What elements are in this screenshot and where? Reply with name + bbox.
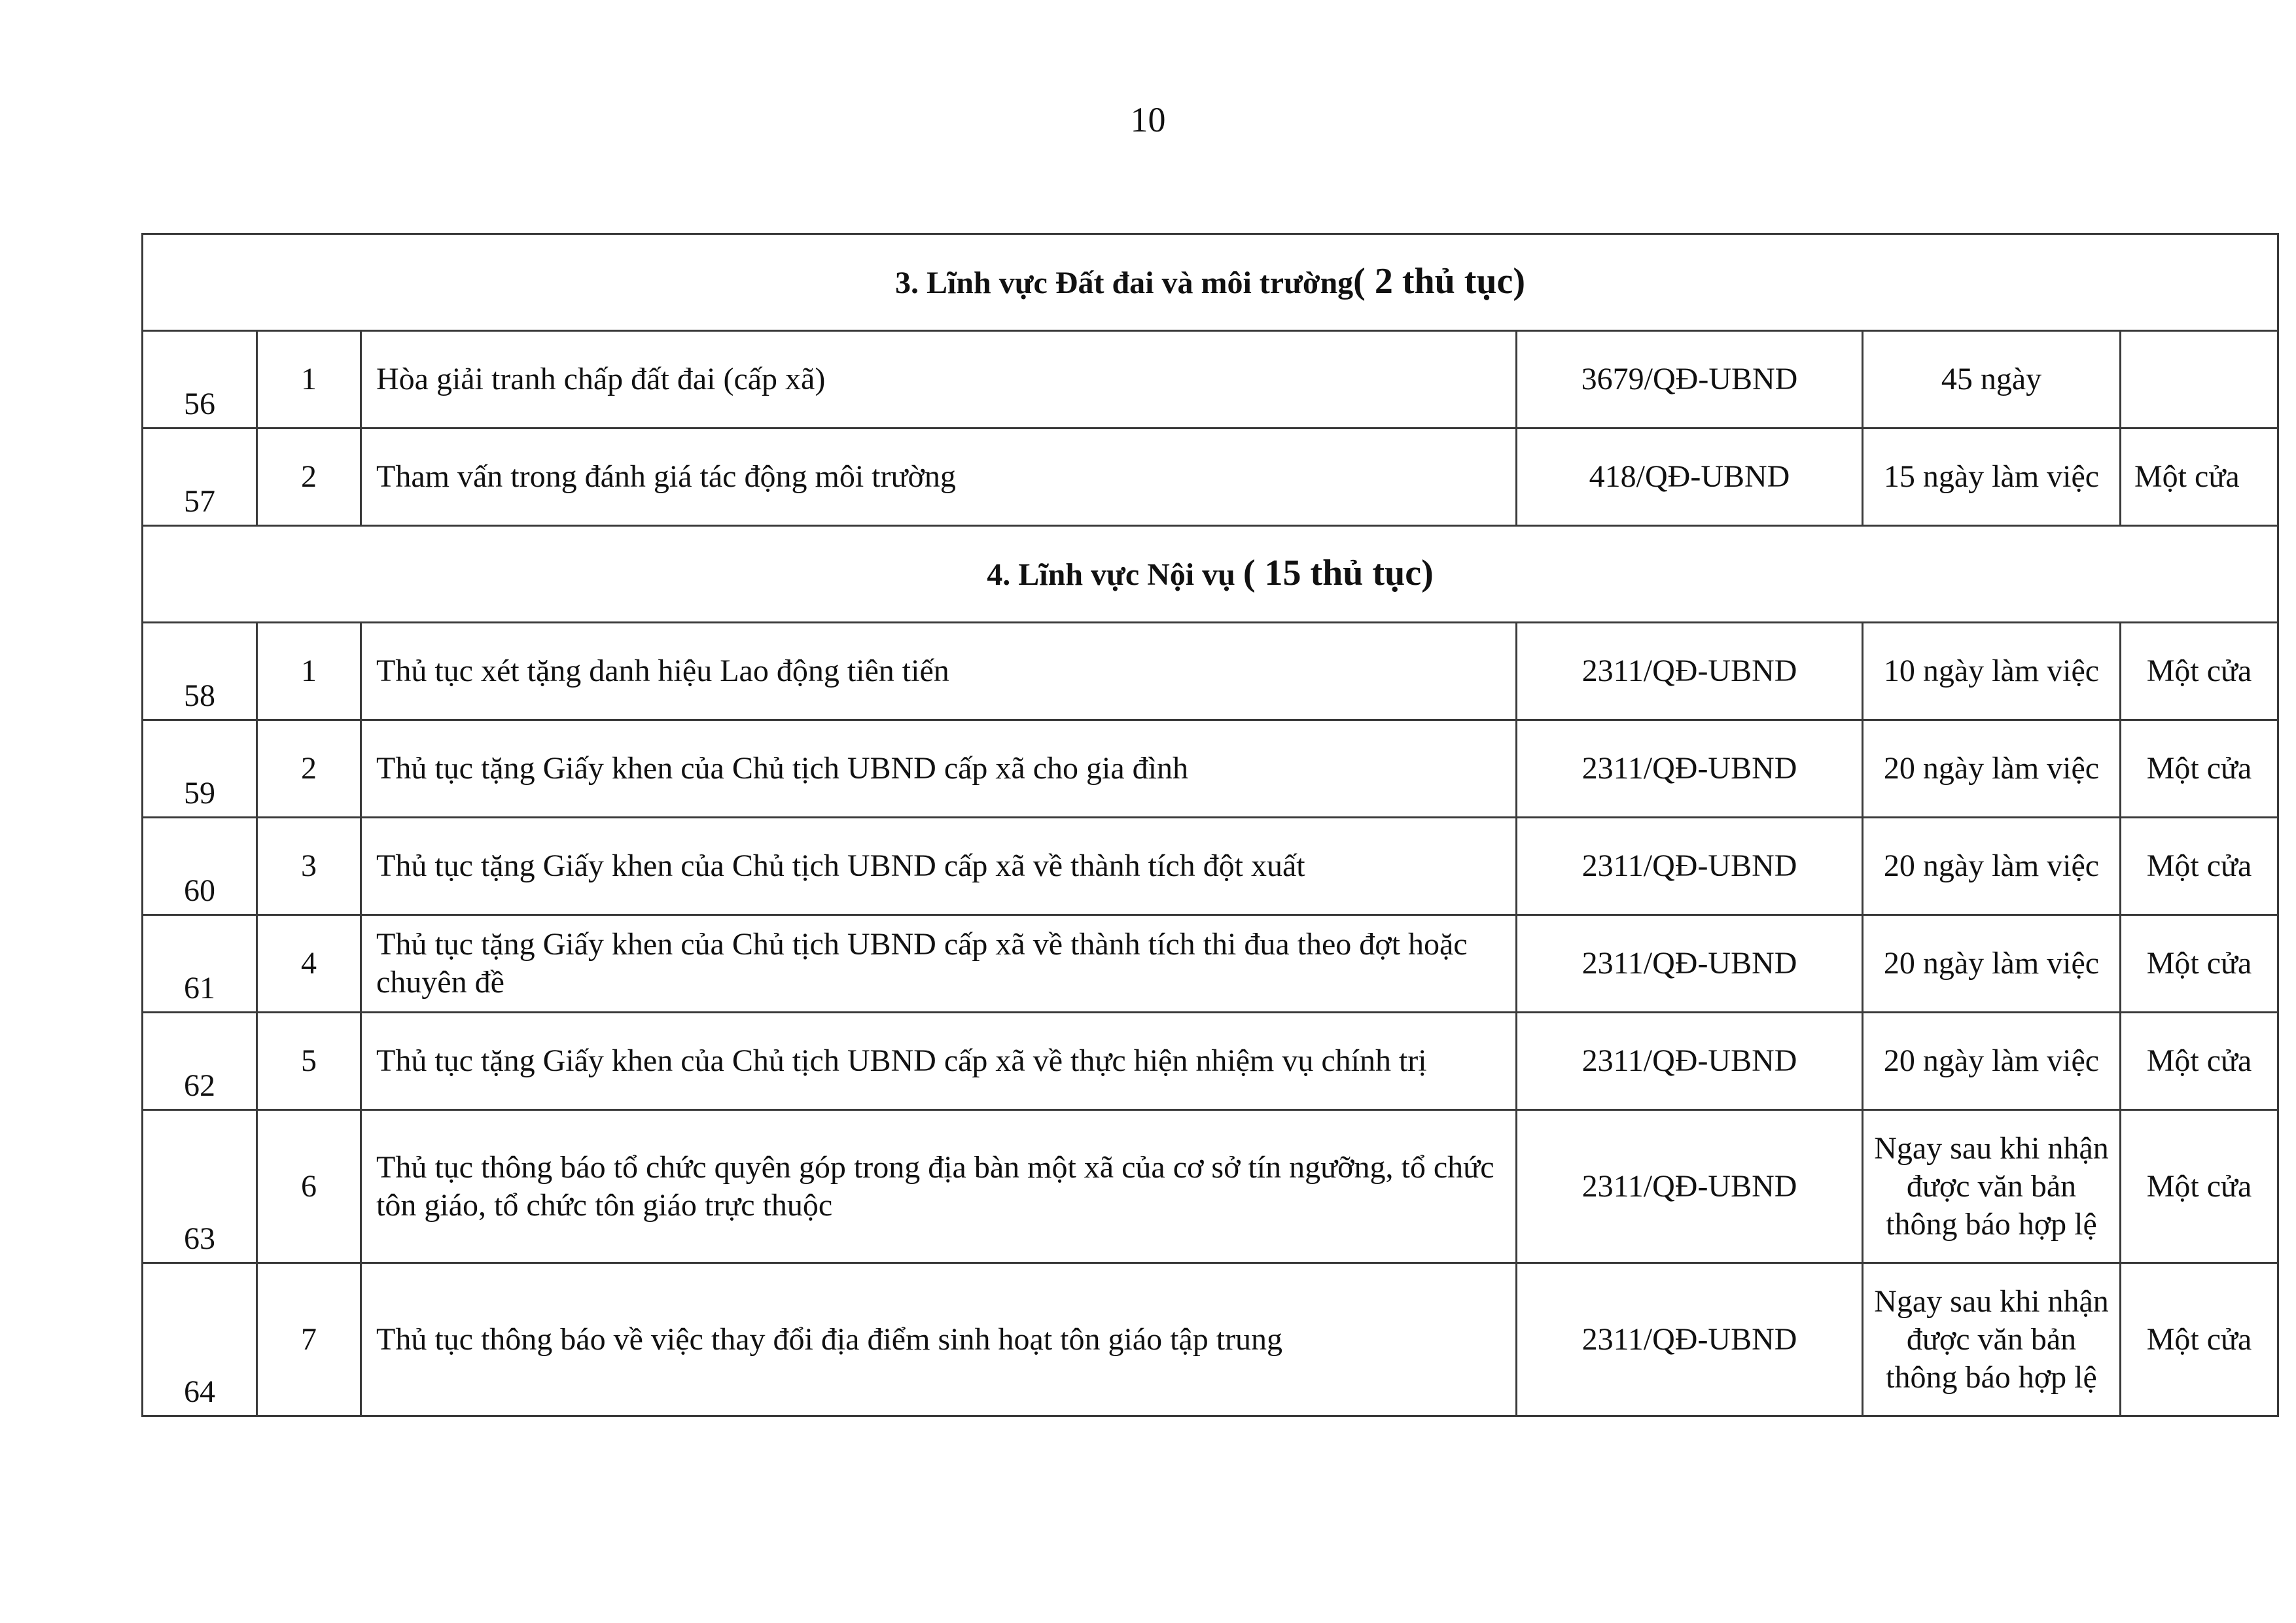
decision-number: 2311/QĐ-UBND bbox=[1517, 623, 1863, 720]
local-index: 1 bbox=[257, 623, 361, 720]
procedures-table bbox=[141, 233, 2279, 1417]
page-number: 10 bbox=[1130, 100, 1166, 139]
table-row bbox=[143, 1263, 2278, 1416]
procedure-name: Thủ tục thông báo tổ chức quyên góp trong địa bàn một xã của cơ sở tín ngưỡng, tổ chức tôn giáo, tổ chức tôn giáo trực thuộc bbox=[361, 1110, 1517, 1263]
global-index: 59 bbox=[143, 720, 257, 818]
table-row bbox=[143, 818, 2278, 915]
mode: Một cửa bbox=[2121, 720, 2278, 818]
processing-time: 20 ngày làm việc bbox=[1863, 720, 2121, 818]
table-row bbox=[143, 331, 2278, 428]
decision-number: 3679/QĐ-UBND bbox=[1517, 331, 1863, 428]
decision-number: 2311/QĐ-UBND bbox=[1517, 1110, 1863, 1263]
mode: Một cửa bbox=[2121, 1263, 2278, 1416]
processing-time: 45 ngày bbox=[1863, 331, 2121, 428]
mode: Một cửa bbox=[2121, 623, 2278, 720]
mode: Một cửa bbox=[2121, 818, 2278, 915]
procedure-name: Thủ tục tặng Giấy khen của Chủ tịch UBND cấp xã về thành tích đột xuất bbox=[361, 818, 1517, 915]
procedure-name: Thủ tục tặng Giấy khen của Chủ tịch UBND cấp xã cho gia đình bbox=[361, 720, 1517, 818]
procedure-name: Thủ tục tặng Giấy khen của Chủ tịch UBND cấp xã về thực hiện nhiệm vụ chính trị bbox=[361, 1013, 1517, 1110]
local-index: 3 bbox=[257, 818, 361, 915]
local-index: 4 bbox=[257, 915, 361, 1013]
decision-number: 2311/QĐ-UBND bbox=[1517, 1013, 1863, 1110]
procedure-name: Hòa giải tranh chấp đất đai (cấp xã) bbox=[361, 331, 1517, 428]
local-index: 6 bbox=[257, 1110, 361, 1263]
procedure-name: Thủ tục xét tặng danh hiệu Lao động tiên tiến bbox=[361, 623, 1517, 720]
local-index: 2 bbox=[257, 428, 361, 526]
processing-time: 20 ngày làm việc bbox=[1863, 1013, 2121, 1110]
section-header-row bbox=[143, 526, 2278, 623]
mode: Một cửa bbox=[2121, 428, 2278, 526]
local-index: 5 bbox=[257, 1013, 361, 1110]
table-row bbox=[143, 720, 2278, 818]
global-index: 57 bbox=[143, 428, 257, 526]
decision-number: 2311/QĐ-UBND bbox=[1517, 818, 1863, 915]
global-index: 56 bbox=[143, 331, 257, 428]
procedure-name: Thủ tục thông báo về việc thay đổi địa điểm sinh hoạt tôn giáo tập trung bbox=[361, 1263, 1517, 1416]
local-index: 7 bbox=[257, 1263, 361, 1416]
table-row bbox=[143, 1013, 2278, 1110]
local-index: 2 bbox=[257, 720, 361, 818]
decision-number: 2311/QĐ-UBND bbox=[1517, 1263, 1863, 1416]
processing-time: 15 ngày làm việc bbox=[1863, 428, 2121, 526]
table-row bbox=[143, 623, 2278, 720]
mode: Một cửa bbox=[2121, 1013, 2278, 1110]
global-index: 61 bbox=[143, 915, 257, 1013]
mode: Một cửa bbox=[2121, 915, 2278, 1013]
processing-time: 20 ngày làm việc bbox=[1863, 818, 2121, 915]
procedure-name: Tham vấn trong đánh giá tác động môi trường bbox=[361, 428, 1517, 526]
mode: Một cửa bbox=[2121, 1110, 2278, 1263]
table-row bbox=[143, 915, 2278, 1013]
processing-time: Ngay sau khi nhận được văn bản thông báo hợp lệ bbox=[1863, 1110, 2121, 1263]
mode bbox=[2121, 331, 2278, 428]
global-index: 60 bbox=[143, 818, 257, 915]
section-title: 3. Lĩnh vực Đất đai và môi trường( 2 thủ tục) bbox=[143, 234, 2278, 331]
decision-number: 2311/QĐ-UBND bbox=[1517, 915, 1863, 1013]
decision-number: 2311/QĐ-UBND bbox=[1517, 720, 1863, 818]
local-index: 1 bbox=[257, 331, 361, 428]
global-index: 63 bbox=[143, 1110, 257, 1263]
processing-time: Ngay sau khi nhận được văn bản thông báo hợp lệ bbox=[1863, 1263, 2121, 1416]
procedure-name: Thủ tục tặng Giấy khen của Chủ tịch UBND cấp xã về thành tích thi đua theo đợt hoặc chuyên đề bbox=[361, 915, 1517, 1013]
global-index: 58 bbox=[143, 623, 257, 720]
processing-time: 20 ngày làm việc bbox=[1863, 915, 2121, 1013]
table-row bbox=[143, 428, 2278, 526]
processing-time: 10 ngày làm việc bbox=[1863, 623, 2121, 720]
section-title: 4. Lĩnh vực Nội vụ ( 15 thủ tục) bbox=[143, 526, 2278, 623]
global-index: 62 bbox=[143, 1013, 257, 1110]
table-row bbox=[143, 1110, 2278, 1263]
section-header-row bbox=[143, 234, 2278, 331]
decision-number: 418/QĐ-UBND bbox=[1517, 428, 1863, 526]
global-index: 64 bbox=[143, 1263, 257, 1416]
